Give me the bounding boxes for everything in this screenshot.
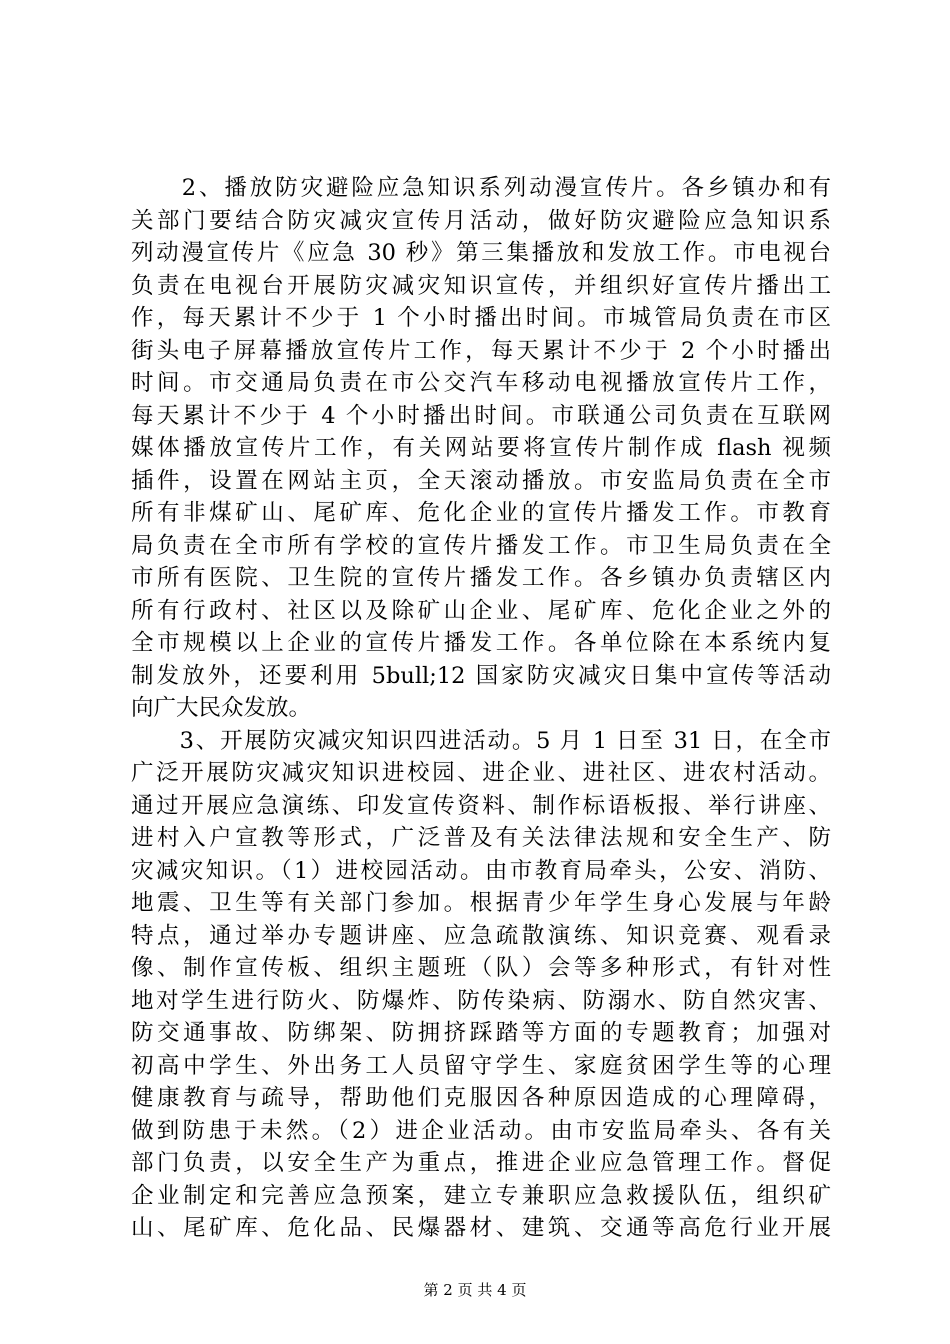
text-line: 防交通事故、防绑架、防拥挤踩踏等方面的专题教育；加强对	[131, 1020, 831, 1046]
text-line: 负责在电视台开展防灾减灾知识宣传，并组织好宣传片播出工	[131, 272, 831, 299]
text-line: 部门负责，以安全生产为重点，推进企业应急管理工作。督促	[131, 1150, 831, 1176]
text-line: 时间。市交通局负责在市公交汽车移动电视播放宣传片工作，	[131, 370, 831, 396]
text-line: 作，每天累计不少于 1 个小时播出时间。市城管局负责在市区	[131, 305, 831, 331]
text-line: 制发放外，还要利用 5bull;12 国家防灾减灾日集中宣传等活动	[131, 662, 831, 689]
text-line: 特点，通过举办专题讲座、应急疏散演练、知识竞赛、观看录	[131, 922, 831, 949]
text-line: 局负责在全市所有学校的宣传片播发工作。市卫生局负责在全	[131, 532, 831, 559]
text-line: 媒体播放宣传片工作，有关网站要将宣传片制作成 flash 视频	[131, 435, 831, 461]
document-body	[131, 172, 831, 1245]
text-line: 全市规模以上企业的宣传片播发工作。各单位除在本系统内复	[131, 630, 831, 656]
text-line: 进村入户宣教等形式，广泛普及有关法律法规和安全生产、防	[131, 825, 831, 851]
text-line: 市所有医院、卫生院的宣传片播发工作。各乡镇办负责辖区内	[131, 565, 831, 591]
text-line: 向广大民众发放。	[131, 695, 312, 721]
text-line: 每天累计不少于 4 个小时播出时间。市联通公司负责在互联网	[131, 402, 831, 429]
text-line: 所有非煤矿山、尾矿库、危化企业的宣传片播发工作。市教育	[131, 500, 831, 526]
text-line: 通过开展应急演练、印发宣传资料、制作标语板报、举行讲座、	[131, 792, 831, 819]
text-line: 地对学生进行防火、防爆炸、防传染病、防溺水、防自然灾害、	[131, 987, 831, 1014]
page-footer: 第 2 页 共 4 页	[423, 1281, 527, 1299]
text-line: 广泛开展防灾减灾知识进校园、进企业、进社区、进农村活动。	[131, 760, 831, 786]
text-line: 插件，设置在网站主页，全天滚动播放。市安监局负责在全市	[131, 467, 831, 494]
text-line: 地震、卫生等有关部门参加。根据青少年学生身心发展与年龄	[131, 890, 831, 916]
text-line: 初高中学生、外出务工人员留守学生、家庭贫困学生等的心理	[131, 1052, 831, 1079]
text-line: 山、尾矿库、危化品、民爆器材、建筑、交通等高危行业开展	[131, 1215, 831, 1241]
text-line: 企业制定和完善应急预案，建立专兼职应急救援队伍，组织矿	[131, 1182, 831, 1209]
text-line: 2、播放防灾避险应急知识系列动漫宣传片。各乡镇办和有	[131, 175, 831, 201]
text-line: 健康教育与疏导，帮助他们克服因各种原因造成的心理障碍，	[131, 1085, 831, 1111]
text-line: 做到防患于未然。（2）进企业活动。由市安监局牵头、各有关	[131, 1117, 831, 1144]
text-line: 灾减灾知识。（1）进校园活动。由市教育局牵头，公安、消防、	[131, 857, 831, 884]
text-line: 3、开展防灾减灾知识四进活动。5 月 1 日至 31 日，在全市	[131, 727, 831, 754]
text-line: 像、制作宣传板、组织主题班（队）会等多种形式，有针对性	[131, 955, 831, 981]
text-line: 关部门要结合防灾减灾宣传月活动，做好防灾避险应急知识系	[131, 207, 831, 234]
text-line: 列动漫宣传片《应急 30 秒》第三集播放和发放工作。市电视台	[131, 240, 831, 266]
text-line: 所有行政村、社区以及除矿山企业、尾矿库、危化企业之外的	[131, 597, 831, 624]
text-line: 街头电子屏幕播放宣传片工作，每天累计不少于 2 个小时播出	[131, 337, 831, 364]
